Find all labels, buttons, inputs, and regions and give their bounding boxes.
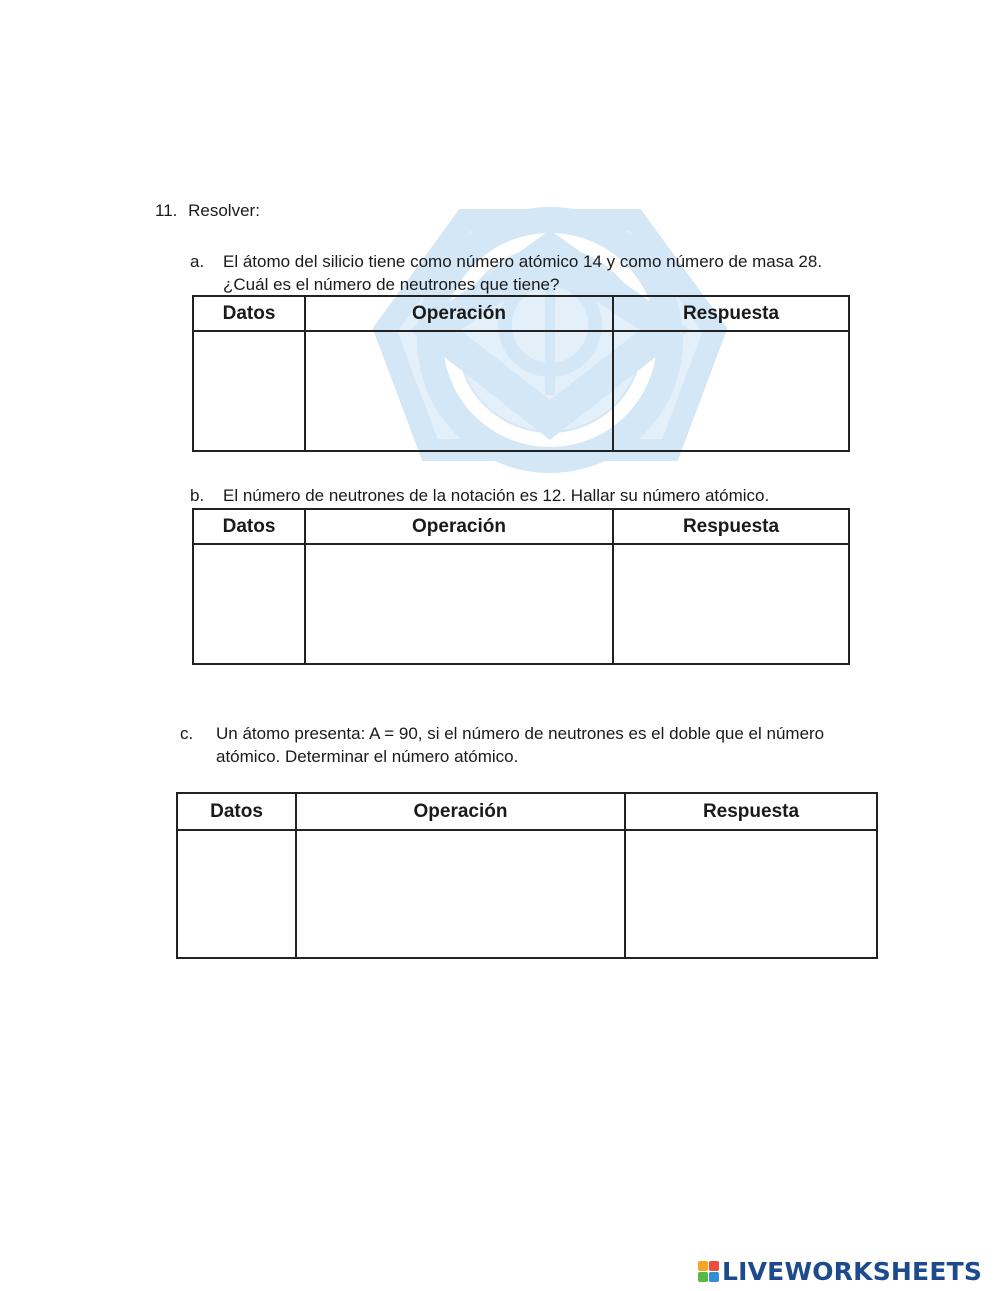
item-c [180, 722, 920, 768]
answer-table-b [192, 508, 850, 665]
datos-cell[interactable] [193, 544, 305, 664]
item-letter: b. [190, 486, 205, 505]
answer-table-a [192, 295, 850, 452]
header-datos: Datos [193, 296, 305, 331]
liveworksheets-logo-icon [698, 1261, 719, 1282]
item-a-line-2: ¿Cuál es el número de neutrones que tiene? [223, 275, 560, 294]
header-operacion: Operación [305, 509, 613, 544]
respuesta-cell[interactable] [625, 830, 877, 958]
datos-cell[interactable] [177, 830, 296, 958]
header-respuesta: Respuesta [613, 509, 849, 544]
datos-cell[interactable] [193, 331, 305, 451]
respuesta-cell[interactable] [613, 331, 849, 451]
question-heading [155, 201, 260, 221]
item-letter: a. [190, 252, 205, 271]
brand-name: LIVEWORKSHEETS [722, 1256, 983, 1286]
header-datos: Datos [177, 793, 296, 830]
operacion-cell[interactable] [305, 331, 613, 451]
header-respuesta: Respuesta [613, 296, 849, 331]
header-operacion: Operación [296, 793, 625, 830]
liveworksheets-brand [698, 1253, 982, 1289]
question-title: Resolver: [188, 201, 260, 220]
item-b-line-1: El número de neutrones de la notación es 12. Hallar su número atómico. [223, 486, 770, 505]
header-operacion: Operación [305, 296, 613, 331]
header-datos: Datos [193, 509, 305, 544]
item-b [190, 484, 890, 508]
question-number: 11. [155, 201, 178, 220]
item-c-line-1: Un átomo presenta: A = 90, si el número de neutrones es el doble que el número [216, 724, 825, 743]
item-letter: c. [180, 724, 194, 743]
item-a [190, 250, 890, 296]
operacion-cell[interactable] [296, 830, 625, 958]
respuesta-cell[interactable] [613, 544, 849, 664]
item-c-line-2: atómico. Determinar el número atómico. [216, 747, 519, 766]
header-respuesta: Respuesta [625, 793, 877, 830]
operacion-cell[interactable] [305, 544, 613, 664]
answer-table-c [176, 792, 878, 959]
item-a-line-1: El átomo del silicio tiene como número atómico 14 y como número de masa 28. [223, 252, 823, 271]
